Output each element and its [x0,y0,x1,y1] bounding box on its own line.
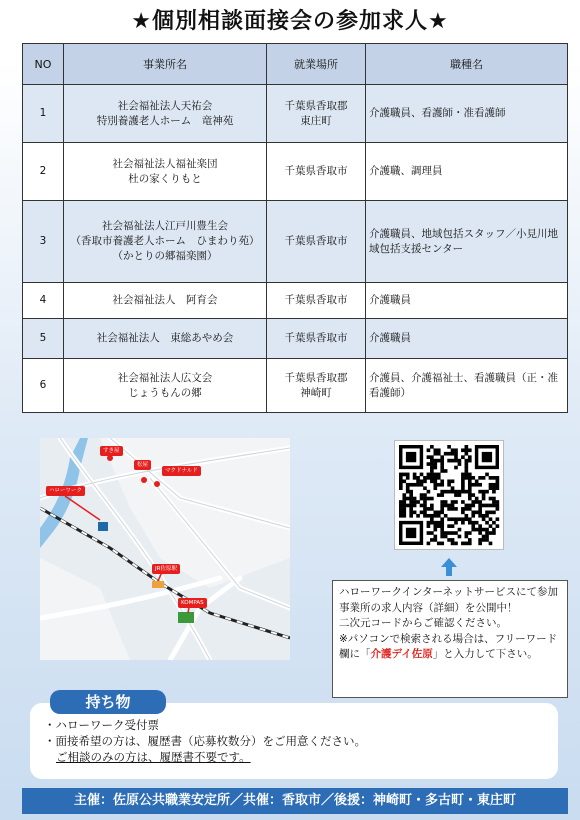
employer-line: 杜の家くりもと [128,172,202,185]
row-no: 5 [23,319,64,359]
search-keyword: 介護デイ佐原 [370,648,433,660]
job-listing-table [22,43,568,413]
row-employer [64,359,267,413]
row-employer [64,85,267,143]
map-label-hellowork: ハローワーク [46,486,85,496]
place-line: 千葉県香取郡 [284,99,348,112]
internet-service-note [332,580,568,698]
note-text: 」と入力して下さい。 [432,648,538,660]
row-no: 4 [23,283,64,319]
place-line: 神崎町 [300,386,332,399]
note-line: ハローワークインターネットサービスにて参加事業所の求人内容（詳細）を公開中！ [339,586,559,614]
page-title: ★個別相談面接会の参加求人★ [131,9,449,34]
hellowork-marker [98,522,108,531]
row-workplace [267,283,366,319]
header-employer: 事業所名 [64,44,267,85]
table-row [23,359,568,413]
row-job: 介護職員 [366,283,568,319]
table-row [23,283,568,319]
header-job-title: 職種名 [366,44,568,85]
row-no: 2 [23,143,64,201]
employer-line: 社会福祉法人福祉楽団 [112,157,218,170]
row-job: 介護職員 [366,319,568,359]
table-row [23,143,568,201]
place-line: 千葉県香取市 [284,294,348,306]
employer-line: 社会福祉法人広文会 [117,371,213,384]
table-row [23,85,568,143]
row-employer [64,283,267,319]
employer-line: じょうもんの郷 [128,386,202,399]
employer-line: 社会福祉法人 阿育会 [112,294,218,306]
place-line: 東庄町 [300,114,332,127]
footer-sponsors: 主催：佐原公共職業安定所／共催：香取市／後援：神崎町・多古町・東庄町 [22,788,568,814]
header-workplace: 就業場所 [267,44,366,85]
map-label-mcdonalds: マクドナルド [162,466,201,476]
row-workplace [267,85,366,143]
row-workplace [267,359,366,413]
place-line: 千葉県香取郡 [284,371,348,384]
qr-code[interactable] [394,440,504,550]
place-line: 千葉県香取市 [284,332,348,344]
row-no: 6 [23,359,64,413]
note-line: 二次元コードからご確認ください。 [339,617,507,629]
row-job: 介護員、介護福祉士、看護職員（正・准看護師） [366,359,568,413]
row-employer [64,201,267,283]
employer-line: （香取市養護老人ホーム ひまわり苑） [70,235,260,247]
map-label-kompas: KOMPAS [178,598,207,608]
row-workplace [267,201,366,283]
belongings-note: ご相談のみの方は、履歴書不要です。 [56,750,251,764]
employer-line: 社会福祉法人 東総あやめ会 [96,332,234,344]
table-header-row [23,44,568,85]
belongings-label: 持ち物 [50,690,166,714]
qr-pattern [395,441,503,549]
row-workplace [267,319,366,359]
belongings-item: ・面接希望の方は、履歴書（応募枚数分）をご用意ください。 [44,734,366,748]
row-no: 1 [23,85,64,143]
employer-line: 社会福祉法人江戸川豊生会 [102,220,228,232]
table-row [23,319,568,359]
employer-line: 特別養護老人ホーム 竜神苑 [96,114,234,127]
employer-line: 社会福祉法人天祐会 [117,99,213,112]
row-no: 3 [23,201,64,283]
row-job: 介護職員、地域包括スタッフ／小見川地域包括支援センター [366,201,568,283]
employer-line: （かとりの郷福楽園） [112,250,218,262]
row-employer [64,319,267,359]
belongings-box [30,703,558,779]
area-map [40,438,290,660]
belongings-item: ・ハローワーク受付票 [44,718,159,732]
station-marker [152,581,164,588]
note-text: ※パソコンで検索される場合は、フリーワード欄に「 [339,632,558,660]
kompas-marker [178,612,194,623]
row-job: 介護職員、看護師・准看護師 [366,85,568,143]
map-label-sukiya: すき屋 [100,446,123,456]
table-row [23,201,568,283]
row-employer [64,143,267,201]
header-no: NO [23,44,64,85]
map-label-matsuya: 松屋 [134,460,151,470]
note-line [339,632,561,663]
row-workplace [267,143,366,201]
arrow-up-icon [441,558,457,576]
place-line: 千葉県香取市 [284,235,348,247]
place-line: 千葉県香取市 [284,165,348,177]
map-label-station: JR佐原駅 [152,564,180,574]
row-job: 介護職、調理員 [366,143,568,201]
